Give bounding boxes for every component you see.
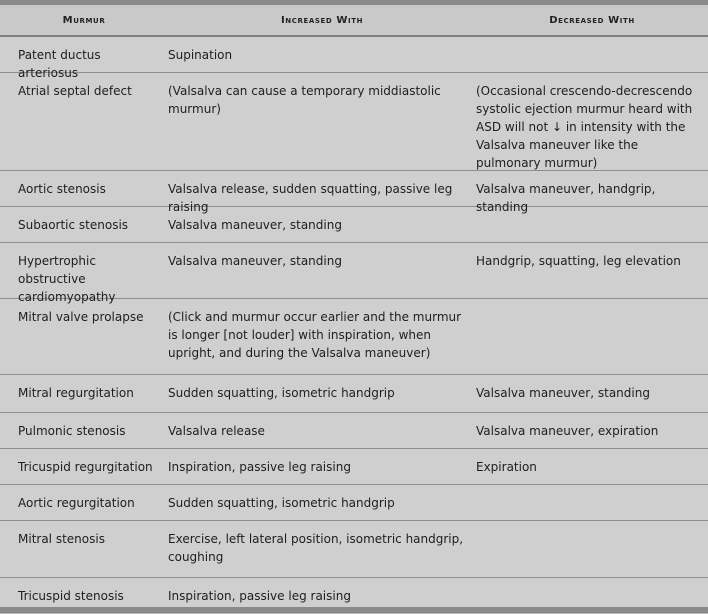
murmur-cell: Mitral regurgitation	[18, 386, 134, 400]
murmur-cell: Aortic stenosis	[18, 182, 106, 196]
bottom-rule	[0, 607, 708, 613]
decreased-cell	[476, 46, 708, 72]
murmur-cell: Tricuspid regurgitation	[18, 460, 153, 474]
table-row	[0, 171, 708, 214]
table-row	[0, 207, 708, 243]
header-murmur: Murmur	[62, 14, 106, 26]
increased-cell: Sudden squatting, isometric handgrip	[168, 496, 395, 510]
increased-cell: Inspiration, passive leg raising	[168, 589, 351, 603]
table-row	[0, 375, 708, 413]
table-row	[0, 521, 708, 578]
table-row	[0, 243, 708, 304]
murmur-cell: Atrial septal defect	[18, 84, 132, 98]
increased-cell: Sudden squatting, isometric handgrip	[168, 386, 395, 400]
decreased-cell	[476, 216, 708, 242]
table-row	[0, 449, 708, 485]
murmur-cell: Mitral stenosis	[18, 532, 105, 546]
decreased-cell: Valsalva maneuver, standing	[476, 386, 650, 400]
increased-cell: Valsalva release	[168, 424, 265, 438]
table-header	[0, 5, 708, 37]
decreased-cell: Handgrip, squatting, leg elevation	[476, 254, 681, 268]
decreased-cell: (Occasional crescendo-decrescendo systolic ejection murmur heard with ASD will not ↓ in intensity with the Valsalva maneuver like the pulmonary murmur)	[476, 84, 693, 170]
murmur-cell: Pulmonic stenosis	[18, 424, 126, 438]
table-row	[0, 37, 708, 80]
decreased-cell: Valsalva maneuver, expiration	[476, 424, 659, 438]
table-row	[0, 299, 708, 375]
murmur-cell: Hypertrophic obstructive cardiomyopathy	[18, 254, 116, 304]
increased-cell: Valsalva release, sudden squatting, passive leg raising	[168, 182, 453, 214]
table-row	[0, 73, 708, 171]
increased-cell: (Click and murmur occur earlier and the murmur is longer [not louder] with inspiration, when upright, and during the Valsalva maneuver)	[168, 310, 462, 360]
murmur-cell: Patent ductus arteriosus	[18, 48, 101, 80]
murmur-cell: Subaortic stenosis	[18, 218, 129, 232]
increased-cell: Valsalva maneuver, standing	[168, 218, 342, 232]
murmur-cell: Mitral valve prolapse	[18, 310, 144, 324]
increased-cell: Exercise, left lateral position, isometric handgrip, coughing	[168, 532, 464, 564]
decreased-cell	[476, 494, 708, 520]
murmur-cell: Tricuspid stenosis	[18, 589, 124, 603]
increased-cell: Inspiration, passive leg raising	[168, 460, 351, 474]
header-increased-with: Increased With	[280, 14, 364, 26]
table-row	[0, 413, 708, 449]
increased-cell: Valsalva maneuver, standing	[168, 254, 342, 268]
increased-cell: Supination	[168, 48, 233, 62]
decreased-cell	[476, 308, 708, 374]
increased-cell: (Valsalva can cause a temporary middiastolic murmur)	[168, 84, 441, 116]
table-row	[0, 485, 708, 521]
murmur-cell: Aortic regurgitation	[18, 496, 135, 510]
header-decreased-with: Decreased With	[549, 14, 635, 26]
decreased-cell: Expiration	[476, 460, 537, 474]
decreased-cell: Valsalva maneuver, handgrip, standing	[476, 182, 656, 214]
decreased-cell	[476, 530, 708, 577]
